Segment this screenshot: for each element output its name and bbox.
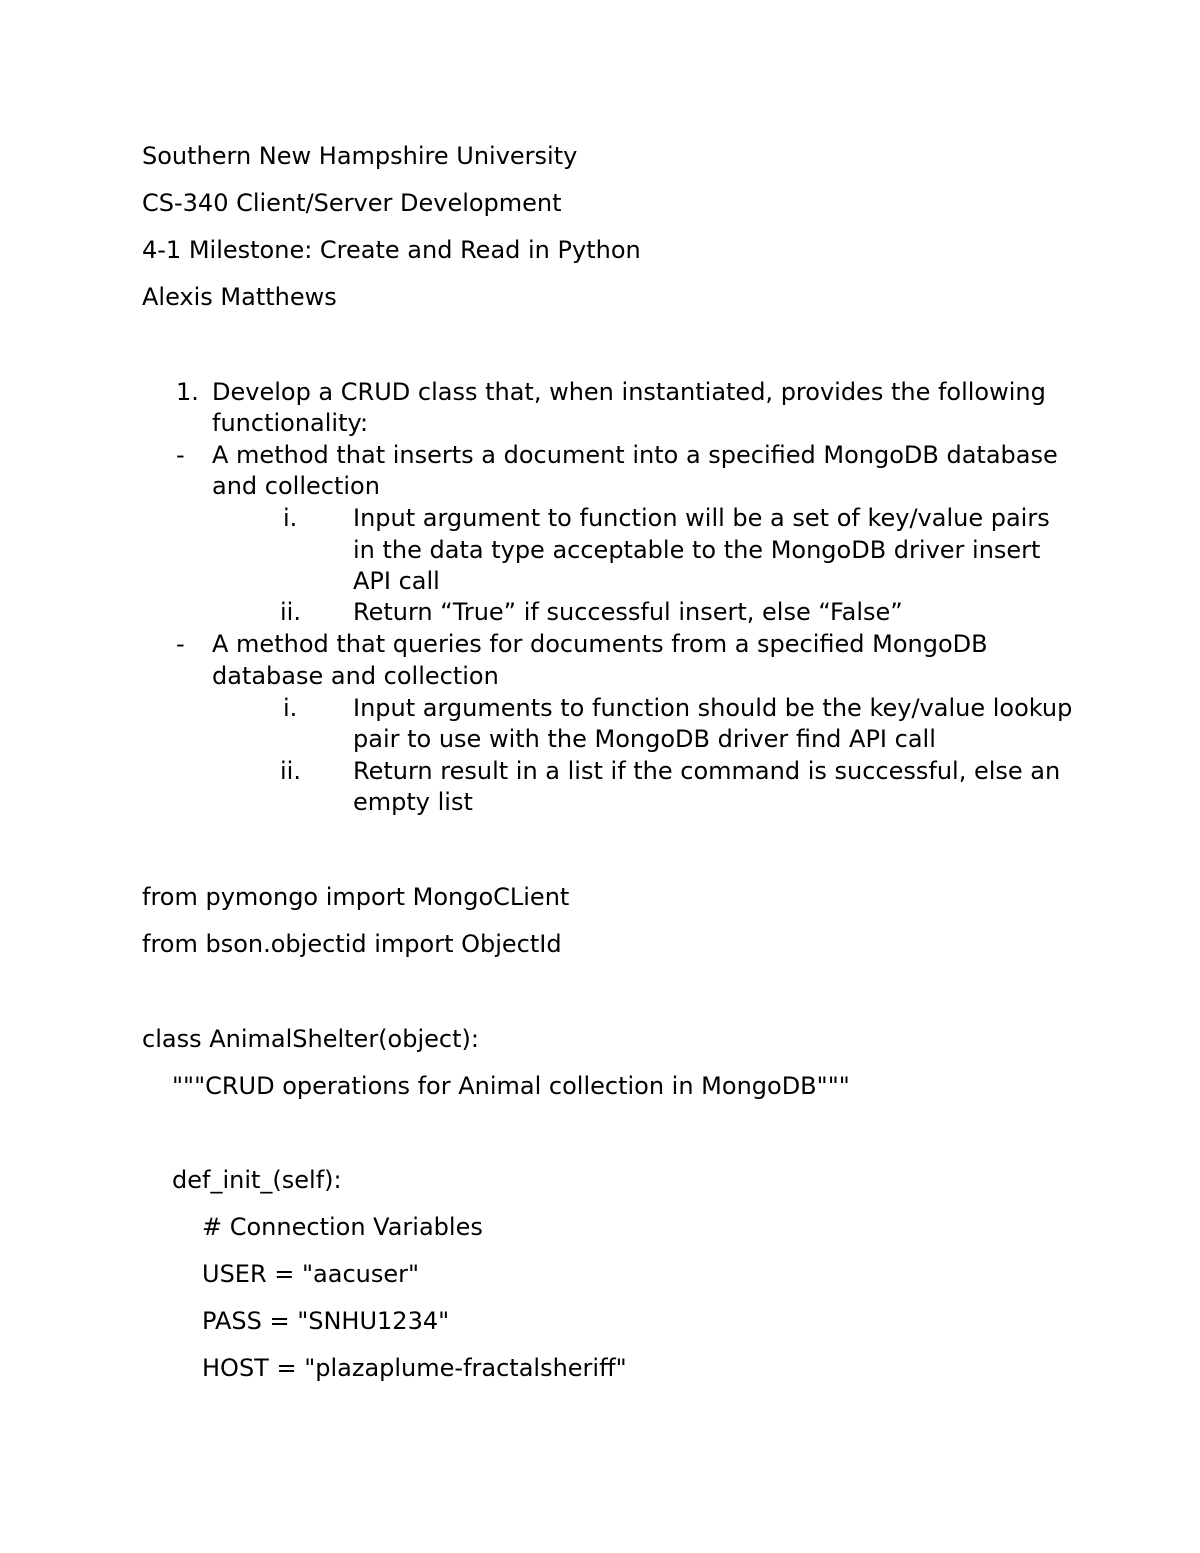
insert-method-line: and collection [212,472,380,500]
roman-marker: i. [283,694,298,722]
requirement-line: functionality: [212,409,369,437]
query-sub-line: empty list [353,788,473,816]
bullet-marker: - [176,630,185,658]
insert-sub-line: API call [353,567,440,595]
insert-sub-line: Return “True” if successful insert, else “False” [353,598,903,626]
requirement-line: Develop a CRUD class that, when instantiated, provides the following [212,378,1046,406]
query-method-line: A method that queries for documents from a specified MongoDB [212,630,988,658]
assignment-title: 4-1 Milestone: Create and Read in Python [142,236,641,264]
query-sub-line: Input arguments to function should be the key/value lookup [353,694,1073,722]
insert-sub-line: Input argument to function will be a set of key/value pairs [353,504,1050,532]
list-number: 1. [176,378,199,406]
query-sub-line: pair to use with the MongoDB driver find API call [353,725,936,753]
code-init-declaration: def_init_(self): [172,1166,342,1194]
insert-sub-line: in the data type acceptable to the MongoDB driver insert [353,536,1041,564]
course-title: CS-340 Client/Server Development [142,189,562,217]
roman-marker: i. [283,504,298,532]
bullet-marker: - [176,441,185,469]
roman-marker: ii. [280,757,301,785]
code-user-variable: USER = "aacuser" [202,1260,420,1288]
university-name: Southern New Hampshire University [142,142,578,170]
code-import-line: from pymongo import MongoCLient [142,883,570,911]
code-import-line: from bson.objectid import ObjectId [142,930,562,958]
roman-marker: ii. [280,598,301,626]
author-name: Alexis Matthews [142,283,337,311]
code-comment: # Connection Variables [202,1213,483,1241]
code-host-variable: HOST = "plazaplume-fractalsheriff" [202,1354,627,1382]
code-class-declaration: class AnimalShelter(object): [142,1025,479,1053]
insert-method-line: A method that inserts a document into a specified MongoDB database [212,441,1058,469]
query-sub-line: Return result in a list if the command is successful, else an [353,757,1061,785]
query-method-line: database and collection [212,662,499,690]
code-docstring: """CRUD operations for Animal collection in MongoDB""" [172,1072,850,1100]
code-pass-variable: PASS = "SNHU1234" [202,1307,450,1335]
